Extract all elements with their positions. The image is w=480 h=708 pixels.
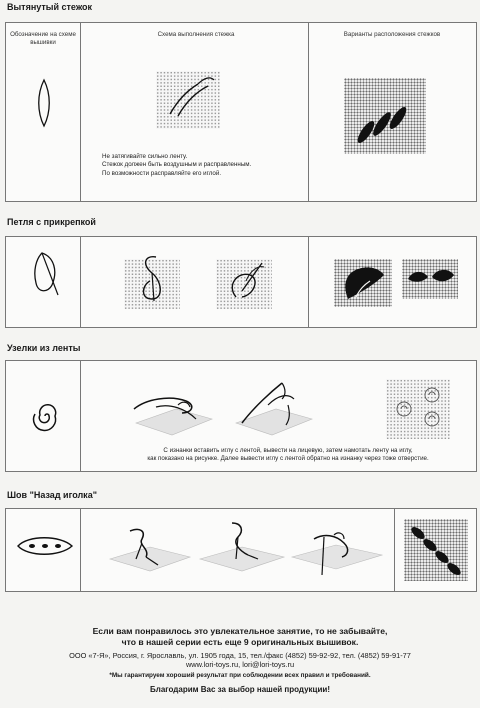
backstitch-scheme-1-icon [106,519,194,581]
straight-stitch-table [5,22,477,202]
header-scheme: Схема выполнения стежка [157,31,235,38]
ribbon-knots-table [5,360,477,472]
loop-scheme-drawing-2-icon [216,251,276,311]
footer-thanks: Благодарим Вас за выбор нашей продукции! [150,685,330,694]
stitch-variants-leaves-icon [344,78,426,154]
footer-disclaimer: *Мы гарантируем хороший результат при соблюдении всех правил и требований. [109,672,371,679]
loop-variants-leaf-1-icon [334,259,392,307]
loop-scheme-drawing-1-icon [124,251,184,311]
knot-scheme-drawing-1-icon [126,379,216,439]
footer [0,626,480,694]
backstitch-table [5,508,477,592]
backstitch-symbol-icon [16,533,74,559]
ribbon-knot-symbol-icon [32,401,62,431]
backstitch-variants-icon [404,519,468,581]
footer-web: www.lori-toys.ru, lori@lori-toys.ru [185,660,295,669]
loop-stitch-table [5,236,477,328]
stitch-note: Не затягивайте сильно ленту. Стежок должен быть воздушным и расправленным. По возможности расправляйте его иглой. [102,153,252,177]
straight-stitch-symbol-icon [34,78,54,128]
stitch-scheme-drawing-icon [156,68,226,128]
header-symbol: Обозначение на схеме вышивки [10,31,76,46]
knot-scheme-drawing-2-icon [228,375,318,439]
knot-variants-icon [386,379,450,439]
loop-stitch-symbol-icon [28,249,64,299]
loop-variants-leaf-2-icon [402,259,458,299]
backstitch-scheme-2-icon [196,515,288,581]
section-title-loop-stitch: Петля с прикрепкой [7,217,96,227]
backstitch-scheme-3-icon [288,515,388,585]
section-title-ribbon-knots: Узелки из ленты [7,343,81,353]
knot-note: С изнанки вставить иглу с лентой, вывести на лицевую, затем намотать ленту на иглу, как показано на рисунке. Далее вывести иглу с лентой обратно на изнанку через тоже отверстие. [147,447,429,463]
section-title-straight-stitch: Вытянутый стежок [7,2,92,12]
header-variants: Варианты расположения стежков [343,31,441,38]
footer-line-2: что в нашей серии есть еще 9 оригинальных вышивок. [121,637,359,647]
footer-line-1: Если вам понравилось это увлекательное занятие, то не забывайте, [92,626,388,636]
section-title-backstitch: Шов "Назад иголка" [7,490,97,500]
footer-address: ООО «7-Я», Россия, г. Ярославль, ул. 1905 года, 15, тел./факс (4852) 59-92-92, тел. (4852) 59-91-77 [69,651,411,660]
